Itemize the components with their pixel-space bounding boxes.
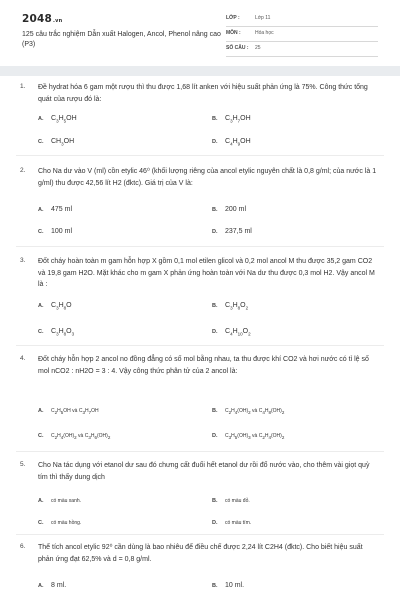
meta-row-subject <box>226 28 378 42</box>
question-separator <box>16 246 384 247</box>
option-b[interactable]: B. 200 ml <box>212 206 247 213</box>
page-header <box>0 0 400 70</box>
meta-label: LỚP : <box>226 15 240 21</box>
option-d[interactable]: D. 237,5 ml <box>212 228 252 235</box>
question-number: 3. <box>20 257 26 264</box>
option-a[interactable]: A. $C_3H_5OH$ <box>38 115 77 124</box>
question-text: Đốt cháy hỗn hợp 2 ancol no đồng đẳng có số mol bằng nhau, ta thu được khí CO2 và hơi nước có tỉ lệ số mol nCO2 : nH2O = 3 : 4. Vậy công thức phân tử của 2 ancol là: <box>38 356 369 375</box>
option-d[interactable]: D. $C_3H_5(OH)_3$ và $C_2H_4(OH)_2$ <box>212 433 285 440</box>
meta-label: SỐ CÂU : <box>226 45 249 51</box>
question-text: Đề hydrat hóa 6 gam một rượu thì thu được 1,68 lít anken với hiệu suất phản ứng là 75%. Công thức tổng quát của rượu đó là: <box>38 84 368 103</box>
question-number: 4. <box>20 355 26 362</box>
option-c[interactable]: C. 100 ml <box>38 228 73 235</box>
question-text: Cho Na tác dụng với etanol dư sau đó chưng cất đuổi hết etanol dư rồi đổ nước vào, cho thêm vài giọt quỳ tím thì thấy dung dịch <box>38 462 370 481</box>
option-a[interactable]: A. $C_2H_5OH$ và $C_3H_7OH$ <box>38 408 99 415</box>
option-d[interactable]: D. $C_4H_9OH$ <box>212 138 251 147</box>
option-a[interactable]: A. $C_3H_8O$ <box>38 302 72 311</box>
option-c[interactable]: C. $C_3H_8O_3$ <box>38 328 75 337</box>
question-separator <box>16 451 384 452</box>
option-b[interactable]: B. $C_2H_4(OH)_2$ và $C_4H_8(OH)_2$ <box>212 408 285 415</box>
meta-label: MÔN : <box>226 30 241 36</box>
question-text: Cho Na dư vào V (ml) cồn etylic 46⁰ (khối lượng riêng của ancol etylic nguyên chất là 0,8 g/ml; của nước là 1 g/ml) thu được 42,56 lít H2 (đktc). Giá trị của V là: <box>38 168 377 187</box>
option-d[interactable]: D. có màu tím. <box>212 520 252 526</box>
option-a[interactable]: A. 475 ml <box>38 206 73 213</box>
option-b[interactable]: B. $C_3H_8O_2$ <box>212 302 249 311</box>
question-number: 1. <box>20 83 26 90</box>
option-c[interactable]: C. $CH_3OH$ <box>38 138 75 147</box>
option-d[interactable]: D. $C_4H_{10}O_2$ <box>212 328 251 337</box>
option-a[interactable]: A. có màu xanh. <box>38 498 82 504</box>
meta-value: 25 <box>255 45 261 51</box>
meta-value: Hóa học <box>255 30 274 36</box>
question-text: Đốt cháy hoàn toàn m gam hỗn hợp X gồm 0,1 mol etilen glicol và 0,2 mol ancol M thu được 35,2 gam CO2 và 19,8 gam H2O. Mặt khác cho m gam X phản ứng hoàn toàn với Na dư thu được 0,3 mol H2. Vậy ancol M là : <box>38 258 375 288</box>
site-logo[interactable]: 2048.vn <box>22 13 63 25</box>
question-separator <box>16 534 384 535</box>
option-c[interactable]: C. có màu hồng. <box>38 520 82 526</box>
option-b[interactable]: B. $C_3H_7OH$ <box>212 115 251 124</box>
option-b[interactable]: B. 10 ml. <box>212 582 245 589</box>
option-a[interactable]: A. 8 ml. <box>38 582 67 589</box>
question-separator <box>16 345 384 346</box>
option-c[interactable]: C. $C_2H_4(OH)_2$ và $C_3H_6(OH)_2$ <box>38 433 111 440</box>
meta-row-count <box>226 43 378 57</box>
question-number: 6. <box>20 543 26 550</box>
option-b[interactable]: B. có màu đỏ. <box>212 498 250 504</box>
meta-row-class <box>226 13 378 27</box>
question-number: 2. <box>20 167 26 174</box>
question-number: 5. <box>20 461 26 468</box>
meta-value: Lớp 11 <box>255 15 271 21</box>
question-separator <box>16 155 384 156</box>
question-text: Thể tích ancol etylic 92⁰ cần dùng là bao nhiêu để điều chế được 2,24 lít C2H4 (đktc). Cho biết hiệu suất phản ứng đạt 62,5% và d = 0,8 g/ml. <box>38 544 363 563</box>
quiz-title: 125 câu trắc nghiệm Dẫn xuất Halogen, Ancol, Phenol nâng cao (P3) <box>22 31 221 48</box>
header-divider <box>0 66 400 76</box>
